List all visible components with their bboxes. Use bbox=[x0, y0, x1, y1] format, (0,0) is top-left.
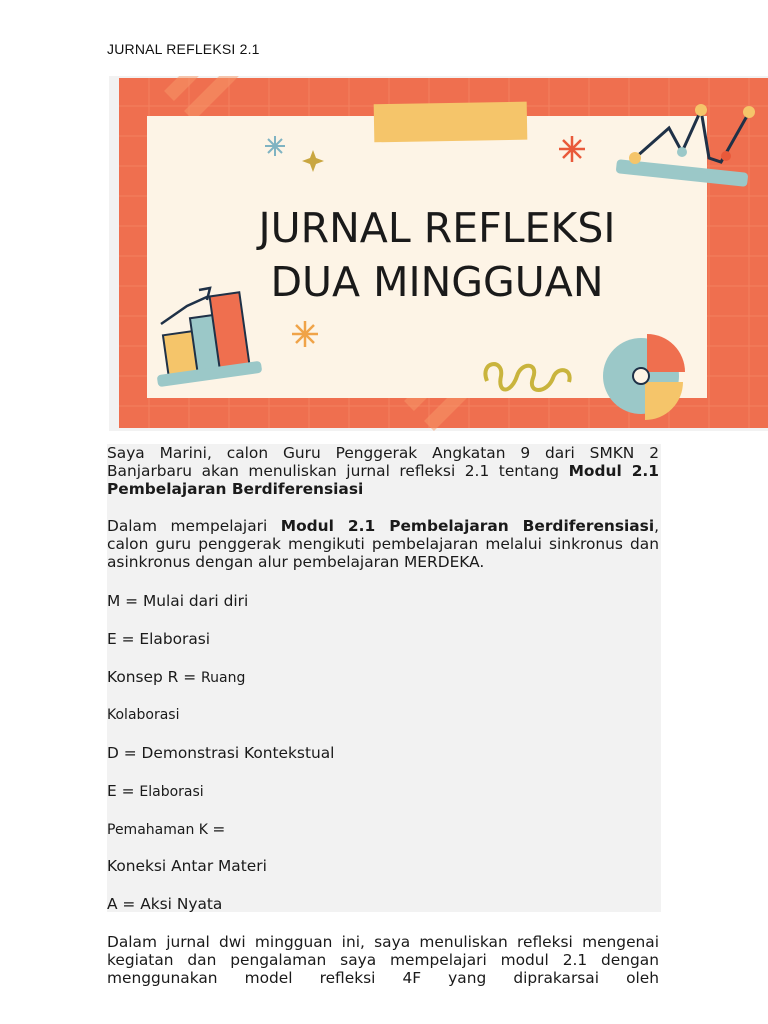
learning-flow-paragraph: Dalam mempelajari Modul 2.1 Pembelajaran Berdiferensiasi, calon guru penggerak mengikuti pembelajaran melalui sinkronus dan asinkronus dengan alur pembelajaran MERDEKA. bbox=[107, 517, 659, 571]
intro-paragraph: Saya Marini, calon Guru Penggerak Angkatan 9 dari SMKN 2 Banjarbaru akan menuliskan jurnal refleksi 2.1 tentang Modul 2.1 Pembelajaran Berdiferensiasi bbox=[107, 444, 659, 498]
merdeka-e: E = Elaborasi bbox=[107, 630, 211, 648]
merdeka-kolaborasi: Kolaborasi bbox=[107, 707, 180, 723]
document-header: JURNAL REFLEKSI 2.1 bbox=[107, 41, 260, 57]
merdeka-r: Konsep R = Ruang bbox=[107, 668, 246, 686]
banner-illustration bbox=[109, 76, 768, 431]
banner-tape bbox=[374, 102, 528, 143]
merdeka-koneksi: Koneksi Antar Materi bbox=[107, 857, 267, 875]
banner-title-line1: JURNAL REFLEKSI bbox=[258, 204, 616, 252]
merdeka-k: Pemahaman K = bbox=[107, 820, 226, 838]
merdeka-e2: E = Elaborasi bbox=[107, 782, 204, 800]
sparkle-teal-icon bbox=[265, 136, 285, 156]
merdeka-d: D = Demonstrasi Kontekstual bbox=[107, 744, 335, 762]
merdeka-a: A = Aksi Nyata bbox=[107, 895, 223, 913]
closing-paragraph: Dalam jurnal dwi mingguan ini, saya menuliskan refleksi mengenai kegiatan dan pengalaman saya mempelajari modul 2.1 dengan menggunakan model refleksi 4F yang diprakarsai oleh bbox=[107, 933, 659, 987]
banner-title-line2: DUA MINGGUAN bbox=[270, 258, 604, 306]
banner-image bbox=[109, 76, 768, 431]
merdeka-m: M = Mulai dari diri bbox=[107, 592, 249, 610]
